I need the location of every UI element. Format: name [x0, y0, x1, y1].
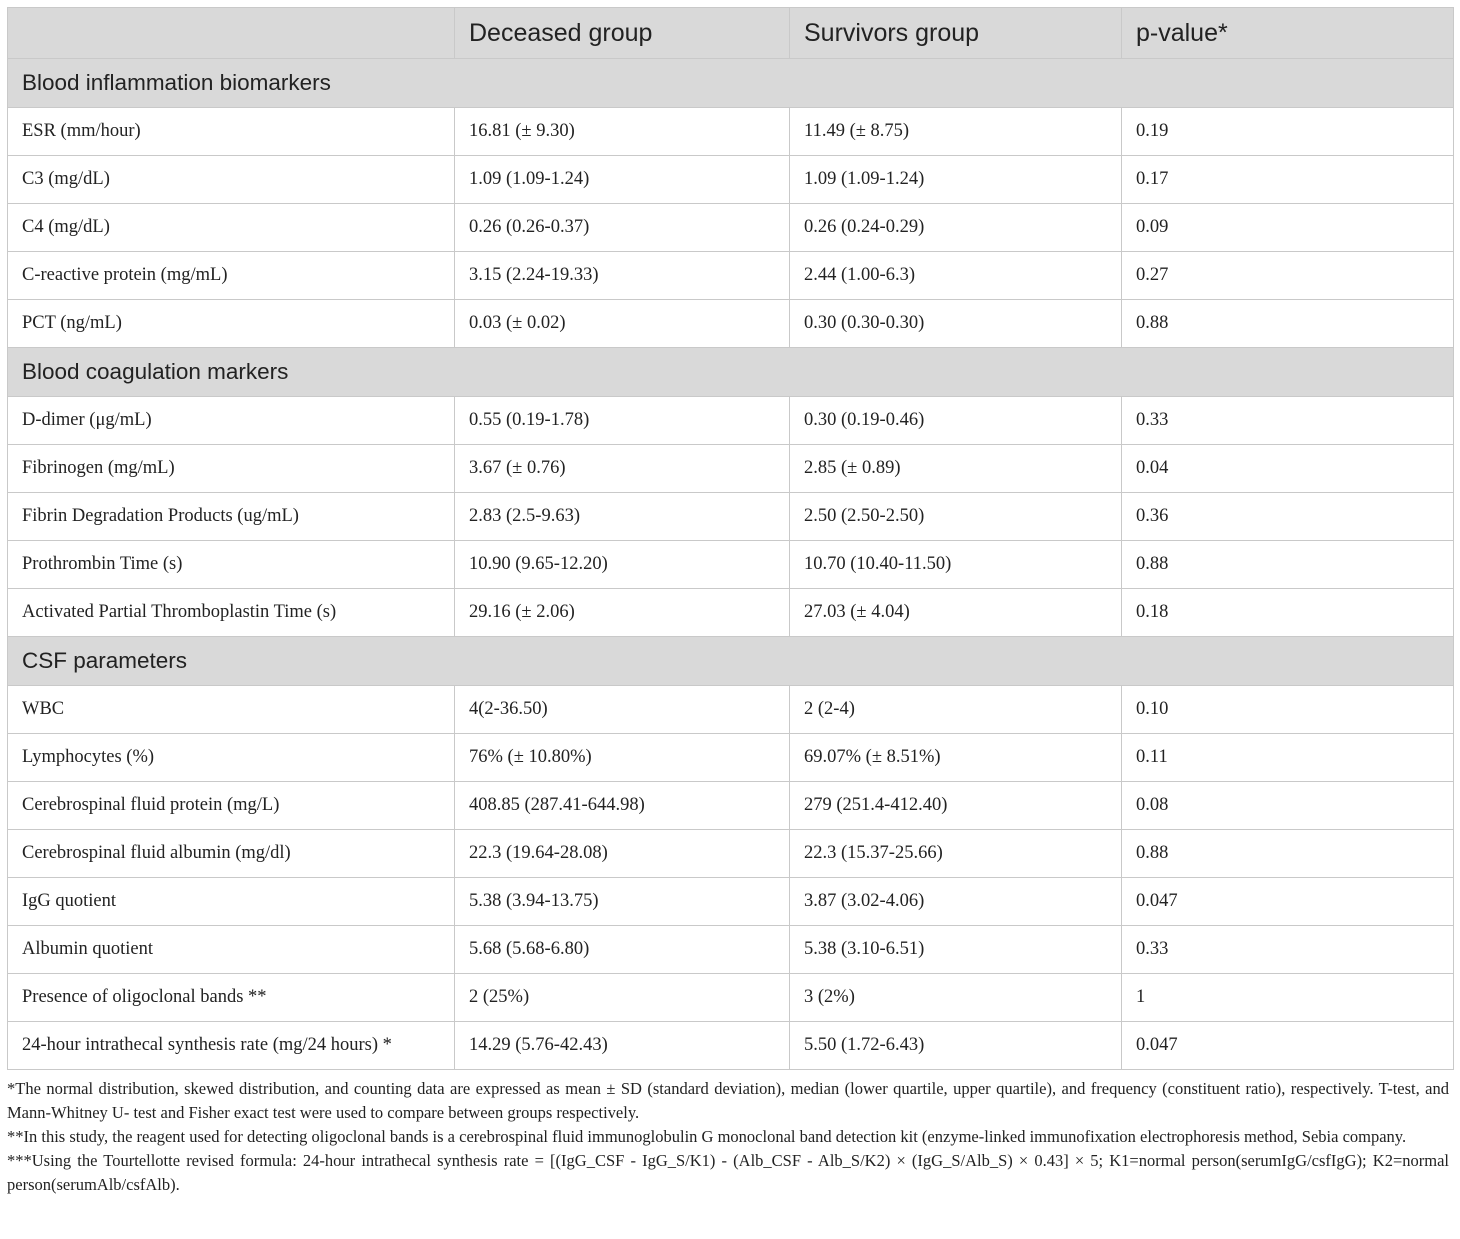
table-row [8, 300, 1454, 348]
deceased-value: 2.83 (2.5-9.63) [455, 493, 790, 541]
deceased-value: 0.55 (0.19-1.78) [455, 397, 790, 445]
header-survivors-group: Survivors group [790, 8, 1122, 59]
footnote-oligoclonal-bands: **In this study, the reagent used for detecting oligoclonal bands is a cerebrospinal fluid immunoglobulin G monoclonal band detection kit (enzyme-linked immunofixation electrophoresis method, Sebia company. [7, 1127, 1407, 1146]
survivors-value: 0.30 (0.30-0.30) [790, 300, 1122, 348]
row-label: C4 (mg/dL) [8, 204, 455, 252]
row-label: Fibrin Degradation Products (ug/mL) [8, 493, 455, 541]
survivors-value: 2.50 (2.50-2.50) [790, 493, 1122, 541]
table-row [8, 830, 1454, 878]
section-title: CSF parameters [8, 637, 1454, 686]
deceased-value: 5.68 (5.68-6.80) [455, 926, 790, 974]
table-row [8, 541, 1454, 589]
table-row [8, 782, 1454, 830]
row-label: Presence of oligoclonal bands ** [8, 974, 455, 1022]
survivors-value: 279 (251.4-412.40) [790, 782, 1122, 830]
document [7, 7, 1453, 1197]
row-label: 24-hour intrathecal synthesis rate (mg/24 hours) * [8, 1022, 455, 1070]
header-p-value: p-value* [1122, 8, 1454, 59]
row-label: Fibrinogen (mg/mL) [8, 445, 455, 493]
row-label: PCT (ng/mL) [8, 300, 455, 348]
row-label: IgG quotient [8, 878, 455, 926]
deceased-value: 5.38 (3.94-13.75) [455, 878, 790, 926]
survivors-value: 10.70 (10.40-11.50) [790, 541, 1122, 589]
footnotes [7, 1077, 1453, 1197]
deceased-value: 76% (± 10.80%) [455, 734, 790, 782]
table-row [8, 252, 1454, 300]
p-value: 0.19 [1122, 108, 1454, 156]
p-value: 0.04 [1122, 445, 1454, 493]
row-label: D-dimer (μg/mL) [8, 397, 455, 445]
deceased-value: 4(2-36.50) [455, 686, 790, 734]
row-label: C3 (mg/dL) [8, 156, 455, 204]
survivors-value: 2.85 (± 0.89) [790, 445, 1122, 493]
deceased-value: 3.67 (± 0.76) [455, 445, 790, 493]
table-row [8, 397, 1454, 445]
p-value: 0.18 [1122, 589, 1454, 637]
survivors-value: 0.26 (0.24-0.29) [790, 204, 1122, 252]
deceased-value: 10.90 (9.65-12.20) [455, 541, 790, 589]
deceased-value: 408.85 (287.41-644.98) [455, 782, 790, 830]
p-value: 0.88 [1122, 541, 1454, 589]
header-blank [8, 8, 455, 59]
survivors-value: 5.38 (3.10-6.51) [790, 926, 1122, 974]
section-header [8, 59, 1454, 108]
p-value: 0.33 [1122, 926, 1454, 974]
p-value: 0.27 [1122, 252, 1454, 300]
survivors-value: 11.49 (± 8.75) [790, 108, 1122, 156]
section-header [8, 348, 1454, 397]
footnote-statistics: *The normal distribution, skewed distribution, and counting data are expressed as mean ± SD (standard deviation), median (lower quartile, upper quartile), and frequency (constituent ratio), respectively. T-test, and Mann-Whitney U- test and Fisher exact test were used to compare between groups respectively. [7, 1079, 1449, 1122]
p-value: 0.88 [1122, 300, 1454, 348]
row-label: WBC [8, 686, 455, 734]
table-row [8, 156, 1454, 204]
footnote-tourtellotte-formula: ***Using the Tourtellotte revised formula: 24-hour intrathecal synthesis rate = [(IgG_CSF - IgG_S/K1) - (Alb_CSF - Alb_S/K2) × (IgG_S/Alb_S) × 0.43] × 5; K1=normal person(serumIgG/csfIgG); K2=normal person(serumAlb/csfAlb). [7, 1151, 1449, 1194]
survivors-value: 69.07% (± 8.51%) [790, 734, 1122, 782]
row-label: Prothrombin Time (s) [8, 541, 455, 589]
p-value: 0.33 [1122, 397, 1454, 445]
table-row [8, 974, 1454, 1022]
p-value: 0.11 [1122, 734, 1454, 782]
table-row [8, 445, 1454, 493]
p-value: 0.36 [1122, 493, 1454, 541]
p-value: 0.08 [1122, 782, 1454, 830]
deceased-value: 3.15 (2.24-19.33) [455, 252, 790, 300]
p-value: 0.88 [1122, 830, 1454, 878]
table-row [8, 734, 1454, 782]
table-row [8, 1022, 1454, 1070]
header-deceased-group: Deceased group [455, 8, 790, 59]
table-row [8, 108, 1454, 156]
row-label: Activated Partial Thromboplastin Time (s) [8, 589, 455, 637]
survivors-value: 2 (2-4) [790, 686, 1122, 734]
deceased-value: 2 (25%) [455, 974, 790, 1022]
table-row [8, 589, 1454, 637]
row-label: C-reactive protein (mg/mL) [8, 252, 455, 300]
deceased-value: 14.29 (5.76-42.43) [455, 1022, 790, 1070]
table-row [8, 878, 1454, 926]
survivors-value: 5.50 (1.72-6.43) [790, 1022, 1122, 1070]
p-value: 0.10 [1122, 686, 1454, 734]
survivors-value: 3.87 (3.02-4.06) [790, 878, 1122, 926]
row-label: ESR (mm/hour) [8, 108, 455, 156]
row-label: Cerebrospinal fluid protein (mg/L) [8, 782, 455, 830]
row-label: Cerebrospinal fluid albumin (mg/dl) [8, 830, 455, 878]
deceased-value: 22.3 (19.64-28.08) [455, 830, 790, 878]
deceased-value: 0.03 (± 0.02) [455, 300, 790, 348]
p-value: 0.09 [1122, 204, 1454, 252]
deceased-value: 29.16 (± 2.06) [455, 589, 790, 637]
header-row [8, 8, 1454, 59]
table-row [8, 204, 1454, 252]
table-row [8, 493, 1454, 541]
survivors-value: 0.30 (0.19-0.46) [790, 397, 1122, 445]
table-row [8, 686, 1454, 734]
p-value: 0.047 [1122, 1022, 1454, 1070]
results-table [7, 7, 1454, 1070]
table-row [8, 926, 1454, 974]
row-label: Lymphocytes (%) [8, 734, 455, 782]
p-value: 0.17 [1122, 156, 1454, 204]
survivors-value: 27.03 (± 4.04) [790, 589, 1122, 637]
survivors-value: 2.44 (1.00-6.3) [790, 252, 1122, 300]
survivors-value: 22.3 (15.37-25.66) [790, 830, 1122, 878]
section-title: Blood inflammation biomarkers [8, 59, 1454, 108]
section-header [8, 637, 1454, 686]
survivors-value: 3 (2%) [790, 974, 1122, 1022]
deceased-value: 16.81 (± 9.30) [455, 108, 790, 156]
section-title: Blood coagulation markers [8, 348, 1454, 397]
p-value: 1 [1122, 974, 1454, 1022]
row-label: Albumin quotient [8, 926, 455, 974]
p-value: 0.047 [1122, 878, 1454, 926]
deceased-value: 0.26 (0.26-0.37) [455, 204, 790, 252]
deceased-value: 1.09 (1.09-1.24) [455, 156, 790, 204]
survivors-value: 1.09 (1.09-1.24) [790, 156, 1122, 204]
